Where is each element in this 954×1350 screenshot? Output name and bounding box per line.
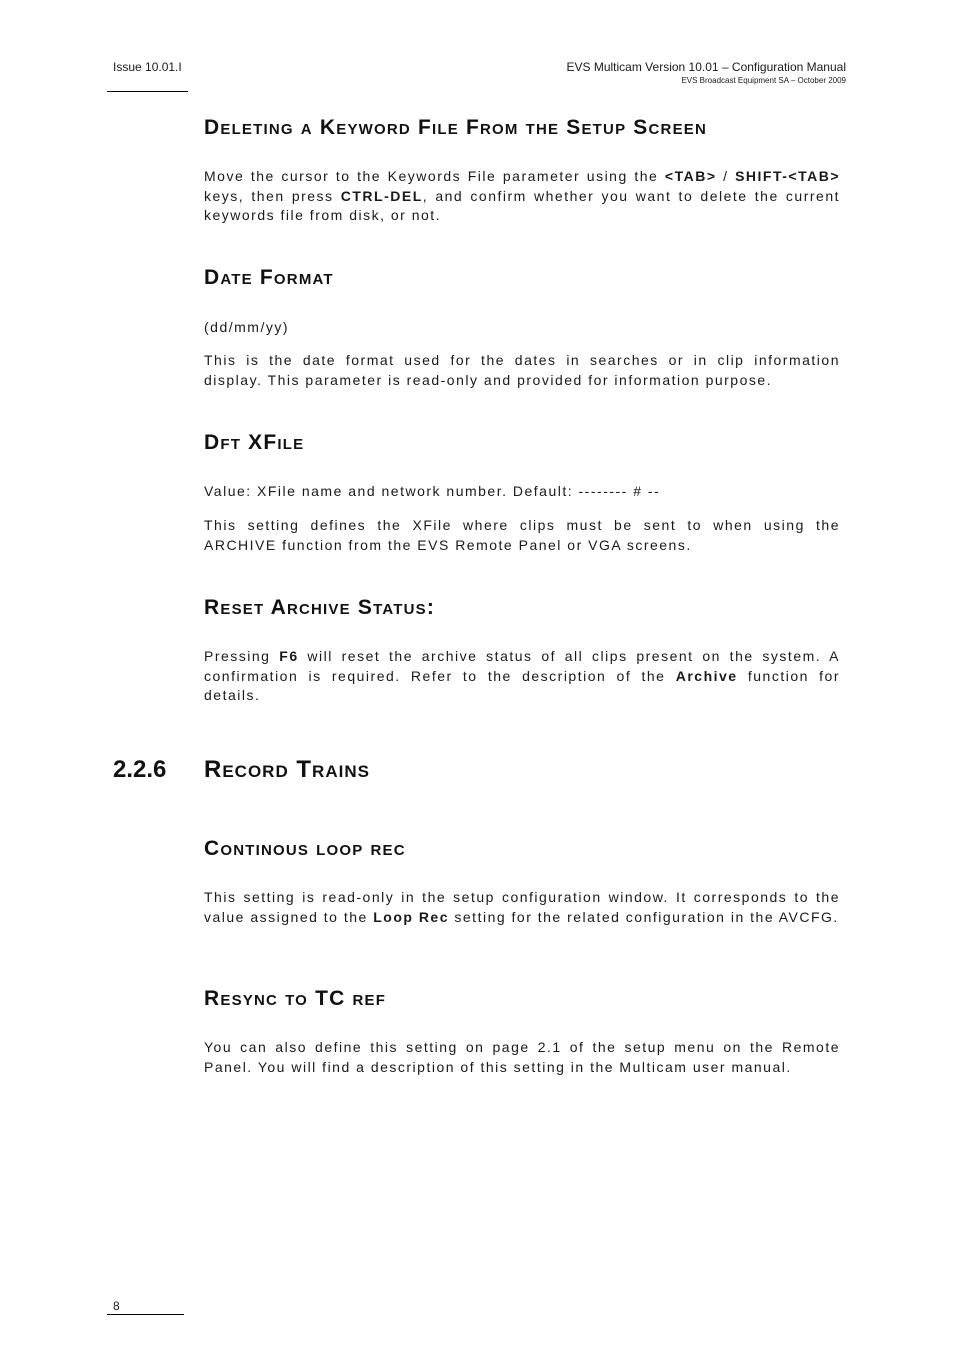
date-format-value: (dd/mm/yy) xyxy=(204,319,289,335)
section-number: 2.2.6 xyxy=(113,756,167,783)
issue-label: Issue 10.01.I xyxy=(113,60,182,74)
key-shift-tab: SHIFT-<TAB> xyxy=(735,168,840,184)
key-f6: F6 xyxy=(279,648,299,664)
heading-deleting-keyword-file: Deleting a Keyword File From the Setup Screen xyxy=(204,116,708,139)
page-number: 8 xyxy=(113,1299,120,1313)
heading-reset-archive-status: Reset Archive Status: xyxy=(204,596,436,619)
paragraph-resync-to-tc-ref: You can also define this setting on page 2.1 of the setup menu on the Remote Panel. You will find a description of this setting in the Multicam user manual. xyxy=(204,1039,840,1075)
heading-resync-to-tc-ref: Resync to TC ref xyxy=(204,987,387,1010)
header-rule xyxy=(107,91,188,92)
paragraph-dft-xfile: This setting defines the XFile where clips must be sent to when using the ARCHIVE function from the EVS Remote Panel or VGA screens. xyxy=(204,517,840,553)
manual-title: EVS Multicam Version 10.01 – Configuration Manual xyxy=(566,60,846,74)
paragraph-reset-archive-status: Pressing F6 will reset the archive status of all clips present on the system. A confirmation is required. Refer to the description of the Archive function for details. xyxy=(204,648,841,704)
paragraph-continous-loop-rec: This setting is read-only in the setup configuration window. It corresponds to the value assigned to the Loop Rec setting for the related configuration in the AVCFG. xyxy=(204,889,840,925)
manual-subtitle: EVS Broadcast Equipment SA – October 2009 xyxy=(681,76,846,85)
heading-dft-xfile: Dft XFile xyxy=(204,431,305,454)
archive-term: Archive xyxy=(675,667,738,684)
header-right xyxy=(567,60,847,85)
paragraph-date-format: This is the date format used for the dates in searches or in clip information display. This parameter is read-only and provided for information purpose. xyxy=(204,352,840,388)
heading-date-format: Date Format xyxy=(204,266,334,289)
section-heading-record-trains xyxy=(113,756,370,784)
footer-rule xyxy=(107,1314,184,1315)
key-ctrl-del: CTRL-DEL xyxy=(340,187,423,204)
loop-rec-term: Loop Rec xyxy=(373,908,449,925)
section-title: Record Trains xyxy=(204,756,370,783)
paragraph-deleting-keyword-file: Move the cursor to the Keywords File parameter using the <TAB> / SHIFT-<TAB> keys, then press CTRL-DEL, and confirm whether you want to delete the current keywords file from disk, or not. xyxy=(204,168,840,224)
heading-continous-loop-rec: Continous loop rec xyxy=(204,837,406,860)
key-tab: <TAB> xyxy=(664,168,717,184)
dft-xfile-value: Value: XFile name and network number. Default: -------- # -- xyxy=(204,483,661,499)
